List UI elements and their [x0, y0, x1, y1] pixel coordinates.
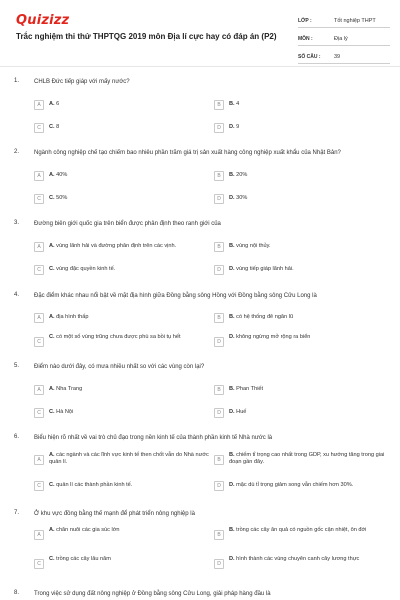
question-number: 5. — [14, 363, 20, 369]
option-text: A. vùng lãnh hải và đường phân định trên các vịnh. — [49, 243, 177, 249]
option-text: D. vùng tiếp giáp lãnh hải. — [229, 266, 294, 272]
option-letter-box: D — [214, 559, 224, 569]
answer-option-b[interactable] — [214, 450, 394, 470]
answer-option-a[interactable] — [34, 239, 210, 254]
question-text: Ở khu vực đồng bằng thế mạnh để phát triển nông nghiệp là — [34, 511, 195, 517]
meta-panel — [298, 14, 390, 68]
option-text: A. 40% — [49, 172, 68, 178]
question-text: Biểu hiện rõ nhất về vai trò chủ đạo trong nền kinh tế của thành phần kinh tế Nhà nước là — [34, 435, 273, 441]
answer-option-c[interactable] — [34, 120, 210, 135]
answer-option-b[interactable] — [214, 310, 394, 325]
question-number: 1. — [14, 78, 20, 84]
question-number: 2. — [14, 149, 20, 155]
meta-value: 39 — [334, 53, 341, 60]
option-letter-box: A — [34, 242, 44, 252]
question-text: Đường biên giới quốc gia trên biển được phân định theo ranh giới của — [34, 221, 221, 227]
option-text: C. Hà Nội — [49, 409, 74, 415]
answer-option-c[interactable] — [34, 191, 210, 206]
option-letter-box: A — [34, 530, 44, 540]
answer-option-d[interactable] — [214, 478, 394, 493]
option-letter-box: B — [214, 455, 224, 465]
answer-option-b[interactable] — [214, 525, 394, 545]
answer-option-d[interactable] — [214, 405, 394, 420]
option-letter-box: C — [34, 337, 44, 347]
option-letter-box: A — [34, 385, 44, 395]
question-number: 3. — [14, 220, 20, 226]
option-text: C. 50% — [49, 195, 68, 201]
option-text: B. 20% — [229, 172, 248, 178]
option-text: B. vùng nội thủy. — [229, 243, 271, 249]
meta-row-count — [298, 50, 390, 64]
option-text: D. 30% — [229, 195, 248, 201]
option-text: D. hình thành các vùng chuyên canh cây lương thực — [229, 556, 360, 562]
option-letter-box: D — [214, 481, 224, 491]
header-divider — [0, 66, 400, 67]
option-text: B. Phan Thiết — [229, 386, 264, 392]
option-letter-box: B — [214, 313, 224, 323]
answer-option-c[interactable] — [34, 405, 210, 420]
option-letter-box: A — [34, 100, 44, 110]
page-title: Trắc nghiệm thi thử THPTQG 2019 môn Địa lí cực hay có đáp án (P2) — [16, 32, 277, 41]
meta-label: MÔN : — [298, 35, 313, 42]
option-text: B. chiếm tỉ trọng cao nhất trong GDP, xu hướng tăng trong giai đoạn gần đây. — [229, 452, 385, 465]
option-text: B. 4 — [229, 101, 240, 107]
answer-option-a[interactable] — [34, 450, 210, 470]
option-text: D. mặc dù tỉ trọng giảm song vẫn chiếm hơn 30%. — [229, 482, 354, 488]
option-letter-box: B — [214, 385, 224, 395]
option-letter-box: D — [214, 123, 224, 133]
question-number: 8. — [14, 590, 20, 596]
option-letter-box: D — [214, 194, 224, 204]
option-letter-box: D — [214, 408, 224, 418]
option-letter-box: A — [34, 171, 44, 181]
answer-option-a[interactable] — [34, 168, 210, 183]
answer-option-b[interactable] — [214, 239, 394, 254]
option-text: C. 8 — [49, 124, 60, 130]
answer-option-c[interactable] — [34, 554, 210, 574]
question-number: 7. — [14, 510, 20, 516]
meta-row-subject — [298, 32, 390, 46]
option-letter-box: D — [214, 265, 224, 275]
option-letter-box: C — [34, 194, 44, 204]
answer-option-c[interactable] — [34, 478, 210, 493]
option-letter-box: C — [34, 123, 44, 133]
answer-option-b[interactable] — [214, 168, 394, 183]
option-letter-box: C — [34, 481, 44, 491]
option-letter-box: B — [214, 242, 224, 252]
answer-option-d[interactable] — [214, 262, 394, 277]
option-letter-box: C — [34, 559, 44, 569]
option-text: D. 9 — [229, 124, 240, 130]
option-text: C. có một số vùng trũng chưa được phù sa bồi tụ hết — [49, 334, 181, 340]
option-letter-box: A — [34, 313, 44, 323]
question-number: 6. — [14, 434, 20, 440]
quizizz-logo: Quizizz — [16, 13, 70, 28]
answer-option-a[interactable] — [34, 97, 210, 112]
meta-value: Địa lý — [334, 35, 348, 42]
question-text: Điểm nào dưới đây, có mưa nhiều nhất so với các vùng còn lại? — [34, 364, 205, 370]
option-text: A. các ngành và các lĩnh vực kinh tế then chốt vẫn do Nhà nước quản lí. — [49, 452, 209, 465]
option-text: C. trồng các cây lâu năm — [49, 556, 111, 562]
answer-option-a[interactable] — [34, 382, 210, 397]
meta-label: SỐ CÂU : — [298, 53, 321, 60]
option-text: D. Huế — [229, 409, 247, 415]
option-letter-box: A — [34, 455, 44, 465]
answer-option-b[interactable] — [214, 97, 394, 112]
page-header — [0, 0, 400, 62]
meta-row-class — [298, 14, 390, 28]
option-text: B. có hệ thống đê ngăn lũ — [229, 314, 294, 320]
question-text: Đặc điểm khác nhau nổi bật về mặt địa hình giữa Đồng bằng sông Hồng với Đồng bằng sông Cửu Long là — [34, 293, 317, 299]
answer-option-a[interactable] — [34, 310, 210, 325]
option-text: A. 6 — [49, 101, 60, 107]
question-number: 4. — [14, 292, 20, 298]
option-text: C. vùng đặc quyền kinh tế. — [49, 266, 116, 272]
answer-option-c[interactable] — [34, 262, 210, 277]
option-text: A. địa hình thấp — [49, 314, 89, 320]
answer-option-c[interactable] — [34, 332, 210, 352]
question-text: CHLB Đức tiếp giáp với mấy nước? — [34, 79, 130, 85]
answer-option-b[interactable] — [214, 382, 394, 397]
answer-option-d[interactable] — [214, 191, 394, 206]
answer-option-d[interactable] — [214, 554, 394, 574]
option-text: A. chăn nuôi các gia súc lớn — [49, 527, 120, 533]
answer-option-a[interactable] — [34, 525, 210, 545]
question-text: Trong việc sử dụng đất nông nghiệp ở Đồng bằng sông Cửu Long, giải pháp hàng đầu là — [34, 591, 271, 597]
option-text: A. Nha Trang — [49, 386, 83, 392]
meta-value: Tốt nghiệp THPT — [334, 17, 376, 24]
option-text: B. trồng các cây ăn quả có nguồn gốc cận nhiệt, ôn đới — [229, 527, 367, 533]
option-letter-box: C — [34, 408, 44, 418]
answer-option-d[interactable] — [214, 332, 394, 352]
answer-option-d[interactable] — [214, 120, 394, 135]
option-letter-box: B — [214, 171, 224, 181]
option-letter-box: B — [214, 530, 224, 540]
option-letter-box: C — [34, 265, 44, 275]
option-text: D. không ngừng mở rộng ra biển — [229, 334, 311, 340]
option-letter-box: B — [214, 100, 224, 110]
meta-label: LỚP : — [298, 17, 312, 24]
option-letter-box: D — [214, 337, 224, 347]
option-text: C. quản lí các thành phần kinh tế. — [49, 482, 133, 488]
question-text: Ngành công nghiệp chế tạo chiếm bao nhiêu phần trăm giá trị sản xuất hàng công nghiệp xuất khẩu của Nhật Bản? — [34, 150, 341, 156]
